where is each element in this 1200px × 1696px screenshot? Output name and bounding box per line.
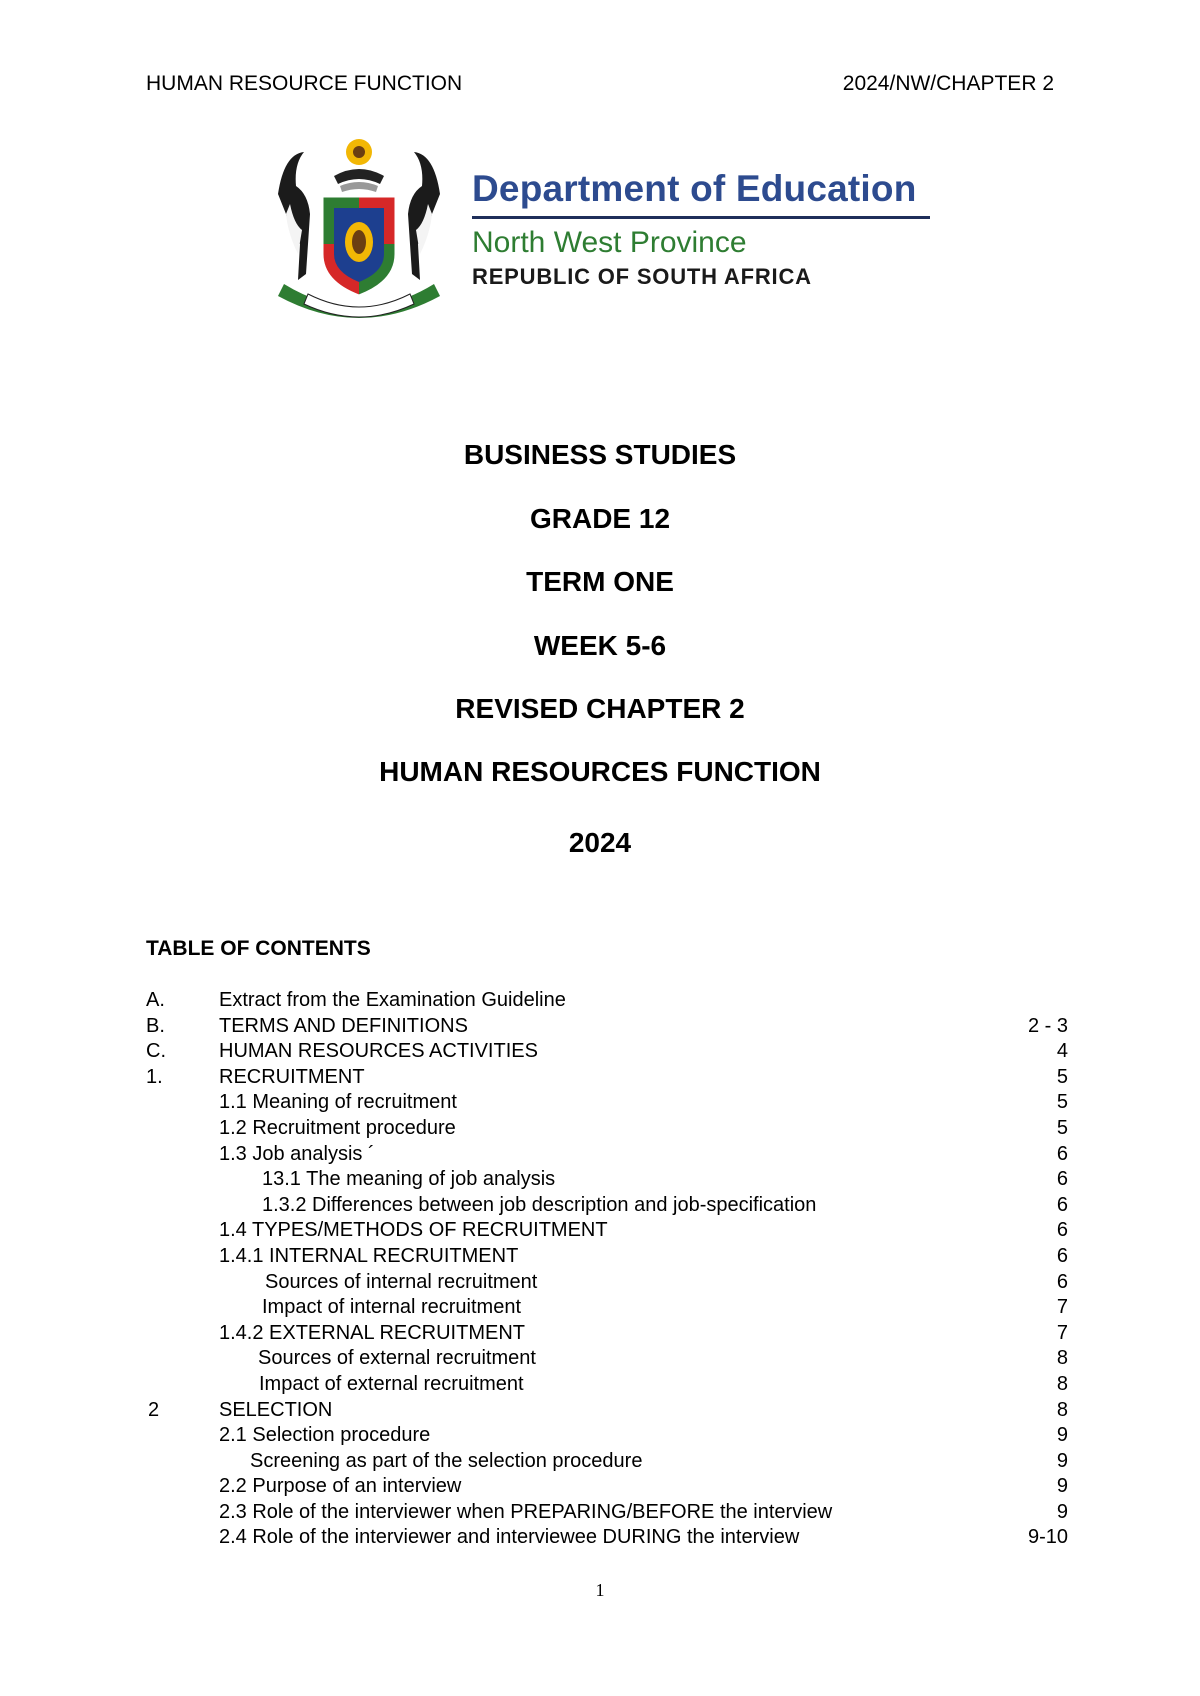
antelope-left-icon [278,152,310,280]
toc-number: 1. [146,1065,163,1088]
coat-of-arms-emblem [264,134,454,320]
toc-row [146,1218,1068,1244]
toc-page: 6 [1056,1244,1068,1267]
toc-page: 6 [1056,1142,1068,1165]
toc-entry: Impact of internal recruitment [262,1296,521,1319]
toc-entry: HUMAN RESOURCES ACTIVITIES [219,1040,538,1063]
toc-page: 5 [1056,1065,1068,1088]
toc-number: C. [146,1040,166,1063]
toc-page: 5 [1056,1091,1068,1114]
page-number: 1 [595,1580,605,1600]
toc-entry: 2.3 Role of the interviewer when PREPARING/BEFORE the interview [219,1500,833,1523]
toc-page: 4 [1056,1040,1068,1063]
toc-entry: 13.1 The meaning of job analysis [262,1168,556,1191]
toc-row [146,1525,1068,1551]
toc-row [146,1474,1068,1500]
toc-row [146,1065,1068,1091]
header-left-text: HUMAN RESOURCE FUNCTION [146,72,463,95]
toc-row [146,1423,1068,1449]
toc-page: 9 [1056,1475,1068,1498]
title-term: TERM ONE [526,566,674,597]
title-year: 2024 [568,827,632,858]
title-subject: BUSINESS STUDIES [463,439,737,470]
toc-page: 6 [1056,1193,1068,1216]
toc-page: 6 [1056,1270,1068,1293]
toc-entry: 2.2 Purpose of an interview [219,1475,462,1498]
toc-page: 8 [1056,1347,1068,1370]
toc-entry: 1.2 Recruitment procedure [219,1116,456,1139]
antelope-right-icon [408,152,440,280]
toc-entry: 1.3 Job analysis ´ [219,1142,375,1165]
toc-row [146,1039,1068,1065]
toc-page: 5 [1056,1116,1068,1139]
toc-row [146,1116,1068,1142]
toc-entry: Impact of external recruitment [259,1372,524,1395]
toc-row [146,1372,1068,1398]
toc-entry: 1.4.2 EXTERNAL RECRUITMENT [219,1321,525,1344]
toc-entry: 2.4 Role of the interviewer and interviewee DURING the interview [219,1526,800,1549]
toc-entry: Sources of internal recruitment [265,1270,538,1293]
title-grade: GRADE 12 [529,503,671,534]
toc-row [146,1449,1068,1475]
department-logo [264,134,934,320]
toc-page: 7 [1056,1321,1068,1344]
logo-title: Department of Education [472,168,917,209]
toc-entry: Extract from the Examination Guideline [219,989,566,1011]
toc-page: 9 [1056,1500,1068,1523]
toc-page: 2 - 3 [1027,1014,1068,1037]
toc-entry: 1.3.2 Differences between job description and job-specification [262,1193,817,1216]
toc-entry: TERMS AND DEFINITIONS [219,1014,468,1037]
logo-republic: REPUBLIC OF SOUTH AFRICA [472,264,812,289]
toc-row [146,1167,1068,1193]
header-right-text: 2024/NW/CHAPTER 2 [842,72,1054,95]
toc-page: 7 [1056,1296,1068,1319]
logo-province: North West Province [472,226,747,259]
toc-row [146,1321,1068,1347]
toc-entry: RECRUITMENT [219,1065,365,1088]
toc-entry: 1.1 Meaning of recruitment [219,1091,457,1114]
toc-row [146,1270,1068,1296]
toc-entry: 1.4 TYPES/METHODS OF RECRUITMENT [219,1219,608,1242]
shield-icon [322,196,396,296]
table-of-contents [146,988,1068,1551]
toc-page: 9 [1056,1449,1068,1472]
toc-entry: Screening as part of the selection procedure [250,1449,643,1472]
toc-page: 9 [1056,1424,1068,1447]
toc-row [146,1500,1068,1526]
toc-row [146,1398,1068,1424]
toc-page: 8 [1056,1398,1068,1421]
toc-page: 6 [1056,1219,1068,1242]
logo-divider [472,216,930,219]
toc-row [146,1295,1068,1321]
toc-entry: SELECTION [219,1398,333,1421]
toc-number: 2 [148,1398,160,1421]
toc-entry: 1.4.1 INTERNAL RECRUITMENT [219,1244,519,1267]
toc-number: A. [146,989,165,1011]
title-chapter: REVISED CHAPTER 2 [455,693,745,724]
toc-entry: 2.1 Selection procedure [219,1424,431,1447]
toc-page: 8 [1056,1372,1068,1395]
toc-heading: TABLE OF CONTENTS [146,937,371,960]
toc-row [146,1142,1068,1168]
toc-row [146,988,1068,1014]
sunflower-crest-icon [346,139,372,165]
running-header [146,72,1054,102]
title-topic: HUMAN RESOURCES FUNCTION [379,756,821,787]
toc-page: 6 [1056,1168,1068,1191]
toc-row [146,1090,1068,1116]
title-week: WEEK 5-6 [533,630,667,661]
toc-row [146,1346,1068,1372]
toc-row [146,1193,1068,1219]
toc-page: 9-10 [1027,1526,1068,1549]
toc-row [146,1014,1068,1040]
toc-row [146,1244,1068,1270]
toc-entry: Sources of external recruitment [258,1347,536,1370]
toc-number: B. [146,1014,165,1037]
